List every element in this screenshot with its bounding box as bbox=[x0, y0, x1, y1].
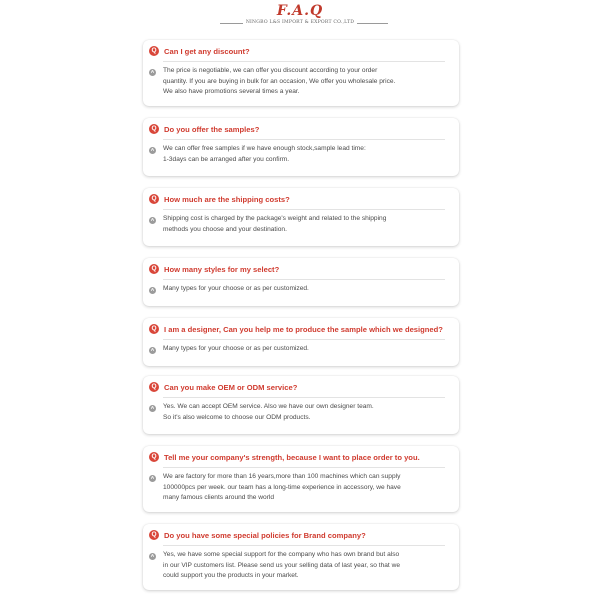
faq-answer-line: Yes. We can accept OEM service. Also we have our own designer team. bbox=[163, 403, 374, 410]
faq-answer-line: We can offer free samples if we have enough stock,sample lead time: bbox=[163, 145, 366, 152]
answer-icon: A bbox=[150, 554, 155, 559]
faq-divider bbox=[163, 279, 445, 280]
question-icon: Q bbox=[149, 194, 159, 204]
faq-question: Tell me your company's strength, because I want to place order to you. bbox=[164, 453, 420, 462]
faq-answer-line: So it's also welcome to choose our ODM products. bbox=[163, 413, 311, 421]
page-title: F.A.Q bbox=[276, 3, 324, 19]
answer-icon: A bbox=[150, 348, 155, 353]
faq-card bbox=[143, 40, 459, 106]
faq-question-row bbox=[149, 124, 453, 136]
company-name-text: NINGBO L&S IMPORT & EXPORT CO.,LTD bbox=[243, 20, 357, 25]
faq-card bbox=[143, 258, 459, 306]
faq-answer-line: quantity. If you are buying in bulk for an occasion, We offer you wholesale price. bbox=[163, 77, 396, 85]
faq-answer bbox=[163, 402, 451, 423]
faq-answer-line: in our VIP customers list. Please send us your selling data of last year, so that we bbox=[163, 561, 401, 569]
faq-answer-line: Many types for your choose or as per customized. bbox=[163, 345, 309, 352]
question-icon: Q bbox=[149, 264, 159, 274]
faq-divider bbox=[163, 467, 445, 468]
faq-question: Do you offer the samples? bbox=[164, 125, 260, 134]
faq-answer-line: We are factory for more than 16 years,more than 100 machines which can supply bbox=[163, 473, 401, 480]
faq-answer bbox=[163, 144, 451, 165]
question-icon: Q bbox=[149, 382, 159, 392]
answer-icon: A bbox=[150, 218, 155, 223]
question-icon: Q bbox=[149, 530, 159, 540]
faq-answer-line: Yes, we have some special support for the company who has own brand but also bbox=[163, 551, 400, 558]
faq-answer-line: methods you choose and your destination. bbox=[163, 225, 287, 233]
faq-card bbox=[143, 524, 459, 590]
faq-answer-line: many famous clients around the world bbox=[163, 494, 275, 502]
faq-answer-line: Shipping cost is charged by the package's weight and related to the shipping bbox=[163, 215, 387, 222]
company-name bbox=[0, 20, 600, 25]
answer-icon: A bbox=[150, 476, 155, 481]
faq-question: Can I get any discount? bbox=[164, 47, 250, 56]
faq-divider bbox=[163, 397, 445, 398]
faq-answer-line: 100000pcs per week. our team has a long-time experience in accessory, we have bbox=[163, 483, 401, 491]
answer-icon: A bbox=[150, 288, 155, 293]
faq-answer bbox=[163, 284, 451, 295]
faq-divider bbox=[163, 139, 445, 140]
faq-question: I am a designer, Can you help me to produce the sample which we designed? bbox=[164, 325, 443, 334]
faq-card bbox=[143, 188, 459, 246]
faq-question: Can you make OEM or ODM service? bbox=[164, 383, 298, 392]
question-icon: Q bbox=[149, 124, 159, 134]
faq-question: How much are the shipping costs? bbox=[164, 195, 290, 204]
faq-card bbox=[143, 318, 459, 366]
faq-answer bbox=[163, 472, 451, 504]
faq-question-row bbox=[149, 382, 453, 394]
faq-question-row bbox=[149, 324, 453, 336]
faq-answer bbox=[163, 214, 451, 235]
faq-answer bbox=[163, 550, 451, 582]
faq-question: How many styles for my select? bbox=[164, 265, 280, 274]
faq-divider bbox=[163, 545, 445, 546]
faq-header bbox=[0, 0, 600, 36]
faq-card bbox=[143, 376, 459, 434]
faq-answer bbox=[163, 66, 451, 98]
answer-icon: A bbox=[150, 148, 155, 153]
faq-divider bbox=[163, 339, 445, 340]
faq-answer bbox=[163, 344, 451, 355]
faq-answer-line: The price is negotiable, we can offer you discount according to your order bbox=[163, 67, 378, 74]
faq-answer-line: Many types for your choose or as per customized. bbox=[163, 285, 309, 292]
faq-question-row bbox=[149, 452, 453, 464]
answer-icon: A bbox=[150, 70, 155, 75]
faq-answer-line: We also have promotions several times a year. bbox=[163, 88, 300, 96]
faq-answer-line: could support you the products in your market. bbox=[163, 572, 299, 580]
faq-card bbox=[143, 446, 459, 512]
faq-card bbox=[143, 118, 459, 176]
faq-divider bbox=[163, 61, 445, 62]
faq-question-row bbox=[149, 264, 453, 276]
faq-question-row bbox=[149, 530, 453, 542]
question-icon: Q bbox=[149, 452, 159, 462]
faq-divider bbox=[163, 209, 445, 210]
question-icon: Q bbox=[149, 324, 159, 334]
faq-question-row bbox=[149, 194, 453, 206]
faq-question-row bbox=[149, 46, 453, 58]
question-icon: Q bbox=[149, 46, 159, 56]
faq-question: Do you have some special policies for Brand company? bbox=[164, 531, 366, 540]
faq-answer-line: 1-3days can be arranged after you confirm. bbox=[163, 155, 290, 163]
answer-icon: A bbox=[150, 406, 155, 411]
